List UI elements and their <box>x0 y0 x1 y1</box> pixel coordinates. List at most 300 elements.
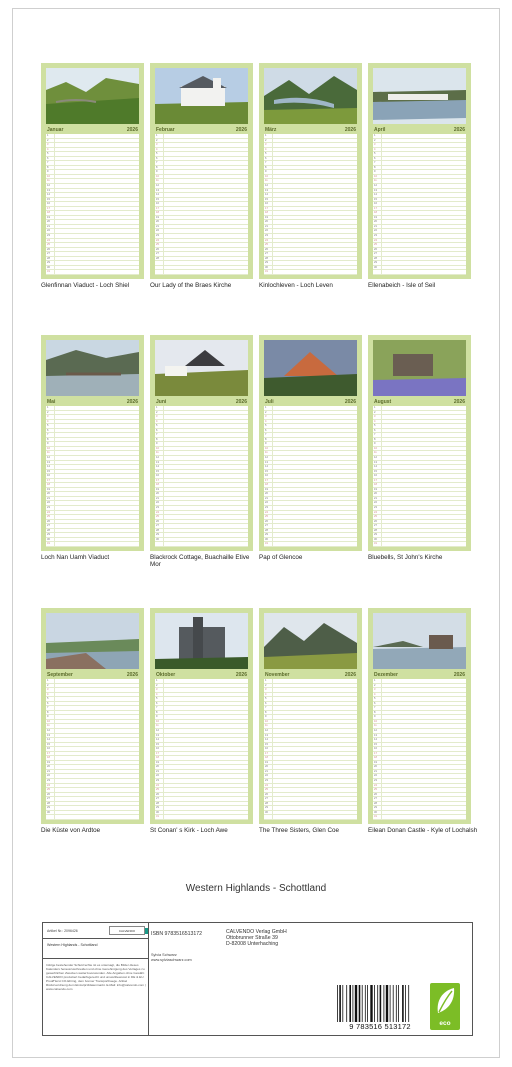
day-row: 26 <box>264 248 357 253</box>
day-row: 18 <box>373 211 466 216</box>
day-row: 17 <box>373 752 466 757</box>
day-row: 1 <box>46 679 139 684</box>
day-row: 18 <box>155 756 248 761</box>
day-row: 15 <box>264 198 357 203</box>
day-row: 22 <box>46 229 139 234</box>
day-row: 28 <box>264 529 357 534</box>
day-row: 11 <box>46 179 139 184</box>
day-row: 14 <box>373 193 466 198</box>
day-row: 26 <box>155 248 248 253</box>
day-row: 16 <box>264 747 357 752</box>
day-row: 21 <box>155 497 248 502</box>
day-row: 10 <box>46 175 139 180</box>
day-grid <box>373 406 466 547</box>
day-row: 19 <box>46 216 139 221</box>
day-row: 5 <box>373 424 466 429</box>
month-header <box>46 125 139 134</box>
day-row: 24 <box>373 239 466 244</box>
day-row: 7 <box>264 433 357 438</box>
day-row: 28 <box>46 529 139 534</box>
day-row: 29 <box>264 806 357 811</box>
day-row: 15 <box>155 470 248 475</box>
day-row: 23 <box>373 779 466 784</box>
day-row: 18 <box>373 483 466 488</box>
day-row: 25 <box>155 515 248 520</box>
day-row: 6 <box>46 429 139 434</box>
day-row: 30 <box>155 811 248 816</box>
day-row: 20 <box>155 765 248 770</box>
month-header <box>155 670 248 679</box>
day-grid <box>264 679 357 820</box>
day-row: 9 <box>46 715 139 720</box>
day-row: 8 <box>46 711 139 716</box>
month-panel <box>259 63 362 279</box>
day-row: 4 <box>373 420 466 425</box>
day-row: 18 <box>46 211 139 216</box>
day-row: 18 <box>264 483 357 488</box>
photo-caption: Eilean Donan Castle - Kyle of Lochalsh <box>368 827 478 834</box>
day-row: 24 <box>46 784 139 789</box>
day-row: 16 <box>264 202 357 207</box>
day-row: 20 <box>155 492 248 497</box>
divider <box>43 938 149 939</box>
day-row: 29 <box>46 261 139 266</box>
day-row: 25 <box>155 788 248 793</box>
day-row: 10 <box>46 447 139 452</box>
publisher-line: D-82008 Unterhaching <box>226 941 279 947</box>
month-panel <box>368 335 471 551</box>
day-row: 7 <box>155 161 248 166</box>
day-row: 7 <box>373 161 466 166</box>
day-row: 23 <box>264 234 357 239</box>
day-row: 27 <box>155 524 248 529</box>
day-row: 4 <box>155 693 248 698</box>
month-name: November <box>265 671 290 678</box>
day-row: 19 <box>264 488 357 493</box>
day-row: 3 <box>46 415 139 420</box>
day-row: 29 <box>264 533 357 538</box>
day-row <box>373 270 466 275</box>
day-row: 24 <box>264 239 357 244</box>
day-row: 17 <box>264 207 357 212</box>
day-row: 11 <box>155 451 248 456</box>
day-row: 5 <box>373 152 466 157</box>
month-panel <box>150 335 253 551</box>
legal-notice: Infolge bestehender Schutzrechte ist es untersagt, die Bilder dieses Kalenders herauszuschneiden und ohne Genehmigung des Verlages zu gewerblichen Zwecken weiterzuverwenden. Alle Angaben ohne Gewähr. CALVENDO produziert bedarfsgerecht und umweltbewusst in DE & EU. Prod/Herst CO-Ehring, dem bonner Transporthaege. Artikel Rückzuordnung dem Einzelprüfdatenmarkt. E-Mail: info@calvendo.com | www.calvendo.com <box>46 963 146 991</box>
day-row: 29 <box>264 261 357 266</box>
day-row: 12 <box>264 729 357 734</box>
day-row: 12 <box>155 456 248 461</box>
day-row: 10 <box>264 720 357 725</box>
day-row: 7 <box>264 706 357 711</box>
day-row: 26 <box>46 793 139 798</box>
day-row: 24 <box>264 511 357 516</box>
month-year: 2026 <box>453 398 465 405</box>
day-grid <box>155 679 248 820</box>
month-panel <box>41 63 144 279</box>
publisher-line: Ottobrunner Straße 39 <box>226 935 278 941</box>
day-row: 22 <box>155 229 248 234</box>
day-row: 17 <box>264 479 357 484</box>
day-row: 31 <box>264 542 357 547</box>
day-row: 6 <box>373 429 466 434</box>
day-row: 27 <box>264 252 357 257</box>
day-row: 18 <box>373 756 466 761</box>
month-panel <box>150 608 253 824</box>
day-row: 22 <box>264 501 357 506</box>
day-row: 30 <box>373 811 466 816</box>
day-row: 27 <box>264 524 357 529</box>
day-row: 27 <box>264 797 357 802</box>
day-row: 7 <box>373 433 466 438</box>
month-year: 2026 <box>235 671 247 678</box>
day-row: 4 <box>46 693 139 698</box>
day-row: 2 <box>373 411 466 416</box>
day-row: 31 <box>373 542 466 547</box>
leaf-icon <box>430 983 460 1019</box>
day-row: 3 <box>46 688 139 693</box>
day-row: 20 <box>264 765 357 770</box>
day-row: 23 <box>46 506 139 511</box>
day-row: 27 <box>373 797 466 802</box>
photo-caption: The Three Sisters, Glen Coe <box>259 827 340 834</box>
day-row: 7 <box>46 433 139 438</box>
day-row: 25 <box>46 515 139 520</box>
day-row: 10 <box>373 175 466 180</box>
day-row: 6 <box>264 702 357 707</box>
calvendo-logo <box>109 926 145 935</box>
day-row: 9 <box>264 715 357 720</box>
day-row: 2 <box>264 139 357 144</box>
day-row: 27 <box>373 524 466 529</box>
day-row: 31 <box>46 270 139 275</box>
day-row: 13 <box>155 461 248 466</box>
day-row: 21 <box>46 225 139 230</box>
day-row: 4 <box>46 420 139 425</box>
day-row: 6 <box>155 157 248 162</box>
day-row: 9 <box>155 170 248 175</box>
author-name: Sylvia Schwarz <box>151 953 177 957</box>
day-grid <box>373 134 466 275</box>
day-row: 1 <box>264 134 357 139</box>
day-row: 31 <box>46 542 139 547</box>
day-row: 21 <box>373 225 466 230</box>
day-row: 28 <box>46 802 139 807</box>
publisher-address <box>226 929 287 947</box>
day-row: 25 <box>373 515 466 520</box>
day-row: 23 <box>46 234 139 239</box>
month-photo <box>46 613 139 669</box>
day-row: 13 <box>264 461 357 466</box>
day-row: 23 <box>373 234 466 239</box>
day-row <box>264 815 357 820</box>
day-row: 17 <box>46 479 139 484</box>
day-row: 29 <box>373 806 466 811</box>
day-row: 18 <box>46 483 139 488</box>
day-row: 7 <box>46 706 139 711</box>
day-row: 26 <box>155 793 248 798</box>
day-row: 26 <box>46 520 139 525</box>
day-row: 14 <box>264 193 357 198</box>
day-row: 6 <box>373 157 466 162</box>
day-row: 2 <box>264 411 357 416</box>
day-row: 1 <box>373 406 466 411</box>
day-row: 7 <box>46 161 139 166</box>
day-row: 10 <box>46 720 139 725</box>
month-photo <box>264 613 357 669</box>
day-row: 30 <box>46 538 139 543</box>
day-row: 16 <box>373 202 466 207</box>
day-row: 2 <box>155 684 248 689</box>
day-row: 1 <box>373 679 466 684</box>
day-row: 21 <box>46 770 139 775</box>
month-name: Mai <box>47 398 56 405</box>
day-row: 28 <box>46 257 139 262</box>
day-row <box>155 270 248 275</box>
month-panel <box>41 335 144 551</box>
day-row: 7 <box>155 433 248 438</box>
day-row: 29 <box>46 806 139 811</box>
day-row: 13 <box>155 734 248 739</box>
day-row: 22 <box>155 501 248 506</box>
month-name: August <box>374 398 392 405</box>
day-row: 8 <box>46 166 139 171</box>
day-row: 27 <box>46 524 139 529</box>
day-row: 16 <box>373 474 466 479</box>
day-row: 11 <box>155 724 248 729</box>
day-row: 15 <box>46 470 139 475</box>
day-row: 19 <box>264 761 357 766</box>
day-row: 19 <box>264 216 357 221</box>
day-row: 16 <box>46 747 139 752</box>
day-row <box>46 815 139 820</box>
day-row: 4 <box>373 693 466 698</box>
day-row: 23 <box>155 779 248 784</box>
photo-caption: Loch Nan Uamh Viaduct <box>41 554 110 561</box>
day-row: 16 <box>155 474 248 479</box>
day-row: 24 <box>264 784 357 789</box>
day-row: 15 <box>373 198 466 203</box>
day-row: 10 <box>155 447 248 452</box>
day-grid <box>373 679 466 820</box>
day-row: 26 <box>264 520 357 525</box>
day-row: 8 <box>155 711 248 716</box>
month-photo <box>46 68 139 124</box>
day-row: 13 <box>46 461 139 466</box>
day-row: 22 <box>373 501 466 506</box>
day-row: 23 <box>155 506 248 511</box>
day-row: 2 <box>264 684 357 689</box>
day-row: 22 <box>264 229 357 234</box>
day-row: 2 <box>46 684 139 689</box>
day-row: 17 <box>373 207 466 212</box>
day-row: 6 <box>264 157 357 162</box>
day-row: 12 <box>155 729 248 734</box>
day-row: 26 <box>155 520 248 525</box>
day-row: 10 <box>264 447 357 452</box>
day-row: 30 <box>46 266 139 271</box>
day-row: 5 <box>264 424 357 429</box>
day-row: 2 <box>46 411 139 416</box>
day-row: 25 <box>373 788 466 793</box>
day-row: 13 <box>46 189 139 194</box>
day-row: 24 <box>155 511 248 516</box>
day-row: 5 <box>46 424 139 429</box>
day-row: 29 <box>373 261 466 266</box>
day-row: 2 <box>373 139 466 144</box>
day-row: 8 <box>373 711 466 716</box>
day-row: 17 <box>373 479 466 484</box>
day-row: 14 <box>264 738 357 743</box>
day-row: 3 <box>264 688 357 693</box>
day-row: 30 <box>264 538 357 543</box>
day-row: 21 <box>264 497 357 502</box>
day-row: 27 <box>155 797 248 802</box>
day-row: 22 <box>373 229 466 234</box>
photo-caption: Bluebells, St John's Kirche <box>368 554 443 561</box>
day-row: 20 <box>46 492 139 497</box>
day-row: 14 <box>373 465 466 470</box>
day-row: 17 <box>155 752 248 757</box>
day-row: 6 <box>46 702 139 707</box>
day-row: 11 <box>264 724 357 729</box>
day-row: 28 <box>264 802 357 807</box>
day-row: 15 <box>264 743 357 748</box>
day-row: 1 <box>46 134 139 139</box>
day-row: 8 <box>46 438 139 443</box>
day-row: 17 <box>46 207 139 212</box>
day-row: 23 <box>155 234 248 239</box>
day-row: 6 <box>264 429 357 434</box>
day-row: 19 <box>155 761 248 766</box>
day-row: 19 <box>46 488 139 493</box>
day-row: 9 <box>46 442 139 447</box>
month-panel <box>259 608 362 824</box>
day-row: 21 <box>373 497 466 502</box>
month-year: 2026 <box>344 126 356 133</box>
day-row: 30 <box>264 266 357 271</box>
day-row: 17 <box>46 752 139 757</box>
month-year: 2026 <box>235 398 247 405</box>
day-row: 1 <box>46 406 139 411</box>
month-panel <box>150 63 253 279</box>
day-row: 20 <box>373 220 466 225</box>
day-row: 28 <box>373 802 466 807</box>
month-header <box>264 397 357 406</box>
month-year: 2026 <box>453 126 465 133</box>
day-row: 28 <box>155 529 248 534</box>
day-row: 11 <box>46 724 139 729</box>
day-row: 7 <box>373 706 466 711</box>
divider <box>43 958 149 959</box>
day-row: 3 <box>46 143 139 148</box>
day-row: 13 <box>373 734 466 739</box>
day-row: 15 <box>373 470 466 475</box>
day-row: 28 <box>373 529 466 534</box>
day-row: 28 <box>373 257 466 262</box>
day-row: 10 <box>373 720 466 725</box>
day-row: 20 <box>155 220 248 225</box>
day-row: 9 <box>373 442 466 447</box>
day-row: 4 <box>46 148 139 153</box>
day-row: 6 <box>155 429 248 434</box>
day-row: 16 <box>46 202 139 207</box>
day-row: 3 <box>155 688 248 693</box>
month-panel <box>368 608 471 824</box>
day-row: 25 <box>373 243 466 248</box>
month-photo <box>373 68 466 124</box>
month-year: 2026 <box>126 126 138 133</box>
day-row: 12 <box>46 456 139 461</box>
day-row: 18 <box>155 483 248 488</box>
day-row: 10 <box>155 175 248 180</box>
day-row: 11 <box>155 179 248 184</box>
photo-caption: Pap of Glencoe <box>259 554 303 561</box>
month-header <box>373 397 466 406</box>
day-row: 3 <box>373 143 466 148</box>
day-row: 7 <box>264 161 357 166</box>
day-row: 2 <box>373 684 466 689</box>
day-row: 21 <box>155 225 248 230</box>
day-row: 1 <box>155 406 248 411</box>
day-row: 12 <box>46 729 139 734</box>
day-grid <box>155 406 248 547</box>
day-row: 14 <box>155 193 248 198</box>
photo-caption: Kinlochleven - Loch Leven <box>259 282 333 289</box>
day-row: 26 <box>373 520 466 525</box>
day-row: 9 <box>264 170 357 175</box>
day-row: 23 <box>264 779 357 784</box>
article-number: Artikel Nr.: 2096426 <box>47 929 78 933</box>
day-row: 11 <box>264 451 357 456</box>
day-row: 1 <box>264 406 357 411</box>
day-row: 3 <box>155 415 248 420</box>
day-row: 19 <box>46 761 139 766</box>
day-row: 5 <box>155 697 248 702</box>
day-row: 12 <box>264 456 357 461</box>
day-row: 5 <box>46 697 139 702</box>
day-grid <box>46 406 139 547</box>
month-header <box>373 670 466 679</box>
day-row: 1 <box>373 134 466 139</box>
month-name: Juli <box>265 398 274 405</box>
day-row: 20 <box>264 492 357 497</box>
day-row: 22 <box>46 501 139 506</box>
publisher-line: CALVENDO Verlag GmbH <box>226 929 287 935</box>
day-row: 11 <box>373 724 466 729</box>
imprint-box <box>42 922 473 1036</box>
month-photo <box>46 340 139 396</box>
month-header <box>46 397 139 406</box>
day-row: 13 <box>264 189 357 194</box>
day-row: 29 <box>373 533 466 538</box>
day-row: 3 <box>373 415 466 420</box>
imprint-calendar-name: Western Highlands - Schottland <box>47 943 98 947</box>
day-row: 18 <box>264 211 357 216</box>
day-row: 3 <box>264 143 357 148</box>
month-year: 2026 <box>126 398 138 405</box>
month-header <box>264 125 357 134</box>
day-grid <box>46 134 139 275</box>
day-row: 25 <box>264 515 357 520</box>
day-row: 7 <box>155 706 248 711</box>
day-row: 23 <box>46 779 139 784</box>
day-row: 29 <box>46 533 139 538</box>
month-photo <box>264 68 357 124</box>
day-row: 14 <box>264 465 357 470</box>
day-row: 27 <box>373 252 466 257</box>
photo-caption: Blackrock Cottage, Buachaille Etive Mor <box>150 554 250 568</box>
